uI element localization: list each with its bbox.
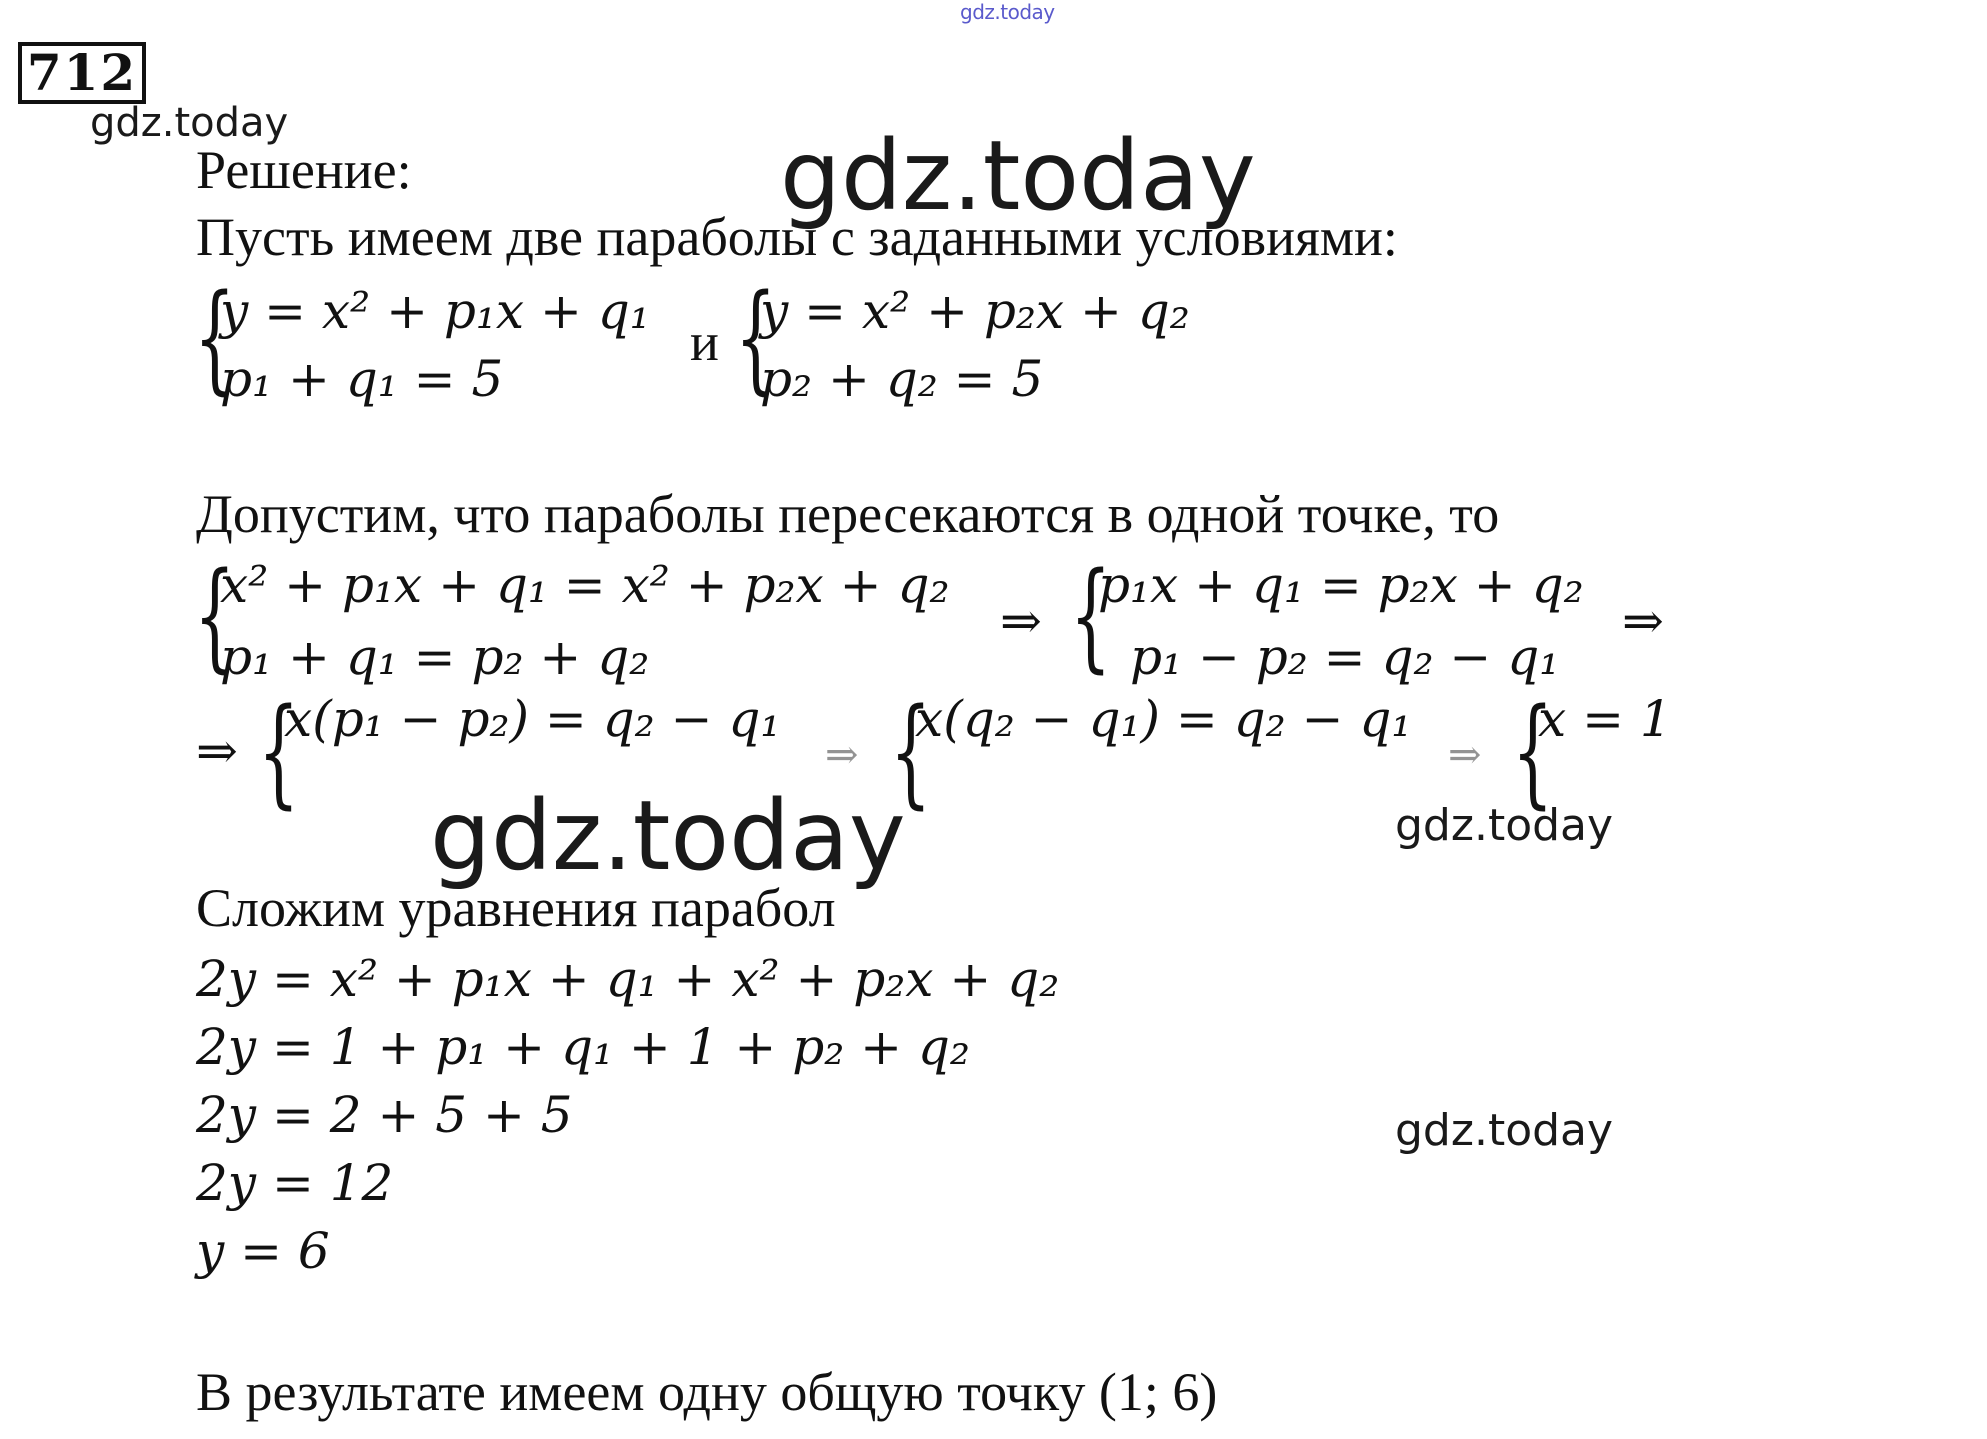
implies-icon: ⇒ bbox=[825, 732, 859, 778]
system2-left-line2: p₁ + q₁ = p₂ + q₂ bbox=[220, 628, 650, 686]
system1-conj: и bbox=[690, 312, 719, 372]
system3-c: x = 1 bbox=[1538, 690, 1672, 748]
watermark-large-1: gdz.today bbox=[780, 120, 1256, 232]
step-1: 2y = x² + p₁x + q₁ + x² + p₂x + q₂ bbox=[196, 950, 1060, 1008]
brace-icon: { bbox=[258, 682, 300, 820]
system1-b-line2: p₂ + q₂ = 5 bbox=[760, 350, 1044, 408]
brace-icon: { bbox=[1512, 682, 1554, 820]
system1-a-line1: y = x² + p₁x + q₁ bbox=[220, 282, 650, 340]
watermark-small-1: gdz.today bbox=[90, 100, 289, 146]
assume-text: Допустим, что параболы пересекаются в одной точке, то bbox=[196, 484, 1500, 544]
step-4: 2y = 12 bbox=[196, 1154, 394, 1212]
system3-b: x(q₂ − q₁) = q₂ − q₁ bbox=[915, 690, 1412, 748]
problem-number: 712 bbox=[18, 42, 146, 104]
system1-a-line2: p₁ + q₁ = 5 bbox=[220, 350, 504, 408]
brace-icon: { bbox=[890, 682, 932, 820]
system2-left-line1: x² + p₁x + q₁ = x² + p₂x + q₂ bbox=[220, 556, 950, 614]
add-text: Сложим уравнения парабол bbox=[196, 878, 836, 938]
step-3: 2y = 2 + 5 + 5 bbox=[196, 1086, 573, 1144]
brace-icon: { bbox=[194, 268, 236, 406]
implies-icon: ⇒ bbox=[1000, 592, 1042, 650]
system1-b-line1: y = x² + p₂x + q₂ bbox=[760, 282, 1190, 340]
system3-a: x(p₁ − p₂) = q₂ − q₁ bbox=[284, 690, 781, 748]
watermark-top: gdz.today bbox=[960, 0, 1055, 24]
brace-icon: { bbox=[1070, 546, 1112, 684]
implies-icon: ⇒ bbox=[1622, 592, 1664, 650]
system2-right-line2: p₁ − p₂ = q₂ − q₁ bbox=[1130, 628, 1560, 686]
implies-icon: ⇒ bbox=[1448, 732, 1482, 778]
brace-icon: { bbox=[194, 546, 236, 684]
solution-heading: Решение: bbox=[196, 140, 412, 200]
watermark-small-2: gdz.today bbox=[1395, 800, 1614, 851]
result-text: В результате имеем одну общую точку (1; 6) bbox=[196, 1362, 1218, 1422]
step-5: y = 6 bbox=[196, 1222, 330, 1280]
intro-text: Пусть имеем две параболы с заданными условиями: bbox=[196, 207, 1398, 267]
implies-icon: ⇒ bbox=[196, 722, 238, 780]
watermark-small-3: gdz.today bbox=[1395, 1105, 1614, 1156]
brace-icon: { bbox=[735, 268, 777, 406]
watermark-large-2: gdz.today bbox=[430, 780, 906, 892]
system2-right-line1: p₁x + q₁ = p₂x + q₂ bbox=[1098, 556, 1584, 614]
step-2: 2y = 1 + p₁ + q₁ + 1 + p₂ + q₂ bbox=[196, 1018, 970, 1076]
